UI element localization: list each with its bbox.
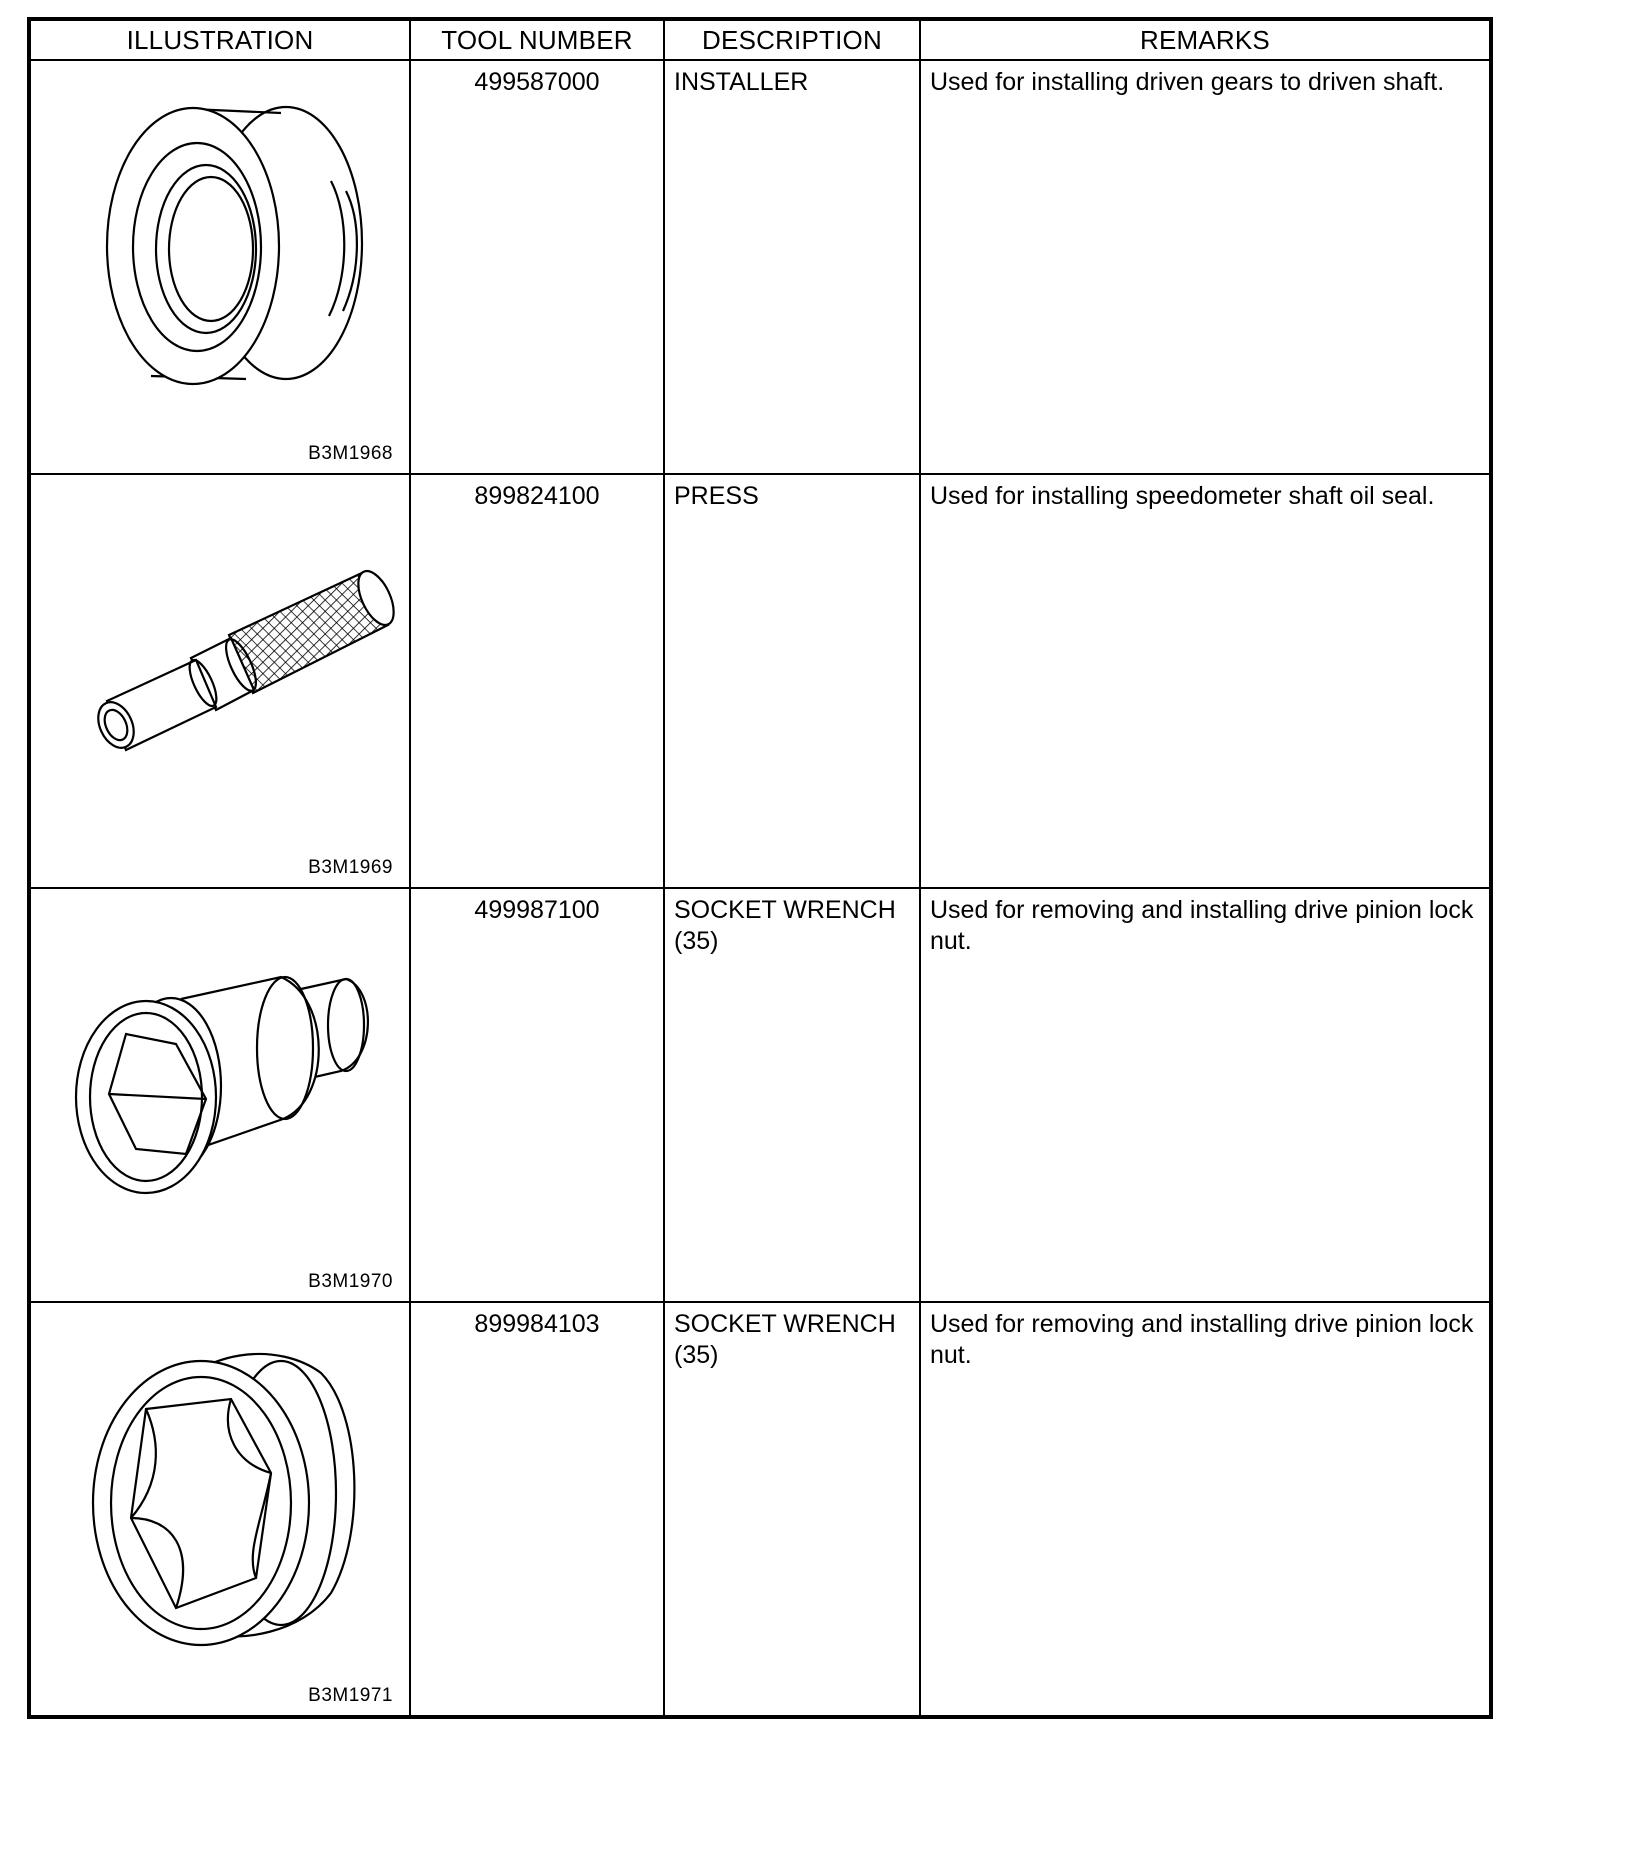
- header-illustration: ILLUSTRATION: [29, 19, 410, 60]
- table-row: [29, 474, 1491, 888]
- hex-socket-icon: [31, 1303, 412, 1709]
- description-cell: [664, 888, 920, 1302]
- figure-id: B3M1971: [308, 1685, 393, 1706]
- remarks: Used for installing speedometer shaft oil seal.: [930, 482, 1435, 510]
- tool-number-cell: [410, 60, 664, 474]
- illustration-cell: [29, 1302, 410, 1717]
- header-remarks: REMARKS: [920, 19, 1491, 60]
- remarks: Used for removing and installing drive pinion lock nut.: [930, 896, 1474, 955]
- table-row: [29, 60, 1491, 474]
- tool-number-cell: [410, 474, 664, 888]
- figure-id: B3M1970: [308, 1271, 393, 1292]
- remarks: Used for removing and installing drive pinion lock nut.: [930, 1310, 1474, 1369]
- table-row: [29, 1302, 1491, 1717]
- tool-number: 499987100: [474, 896, 600, 924]
- remarks-cell: [920, 474, 1491, 888]
- illustration-cell: [29, 474, 410, 888]
- description-cell: [664, 1302, 920, 1717]
- remarks-cell: [920, 1302, 1491, 1717]
- tool-number: 899824100: [474, 482, 600, 510]
- remarks-cell: [920, 888, 1491, 1302]
- description-cell: [664, 474, 920, 888]
- header-description: DESCRIPTION: [664, 19, 920, 60]
- description: INSTALLER: [674, 68, 809, 96]
- description: SOCKET WRENCH (35): [674, 896, 896, 955]
- illustration-cell: [29, 60, 410, 474]
- illustration-cell: [29, 888, 410, 1302]
- remarks: Used for installing driven gears to driven shaft.: [930, 68, 1445, 96]
- figure-id: B3M1968: [308, 443, 393, 464]
- description-cell: [664, 60, 920, 474]
- header-tool-number: TOOL NUMBER: [410, 19, 664, 60]
- description: PRESS: [674, 482, 759, 510]
- special-tools-table: [27, 17, 1493, 1719]
- description: SOCKET WRENCH (35): [674, 1310, 896, 1369]
- knurled-press-icon: [31, 475, 412, 881]
- figure-id: B3M1969: [308, 857, 393, 878]
- table-row: [29, 888, 1491, 1302]
- remarks-cell: [920, 60, 1491, 474]
- stepped-socket-icon: [31, 889, 412, 1295]
- tool-number: 899984103: [474, 1310, 600, 1338]
- tool-number-cell: [410, 1302, 664, 1717]
- tool-number: 499587000: [474, 68, 600, 96]
- installer-ring-icon: [31, 61, 412, 467]
- tool-number-cell: [410, 888, 664, 1302]
- header-row: [29, 19, 1491, 60]
